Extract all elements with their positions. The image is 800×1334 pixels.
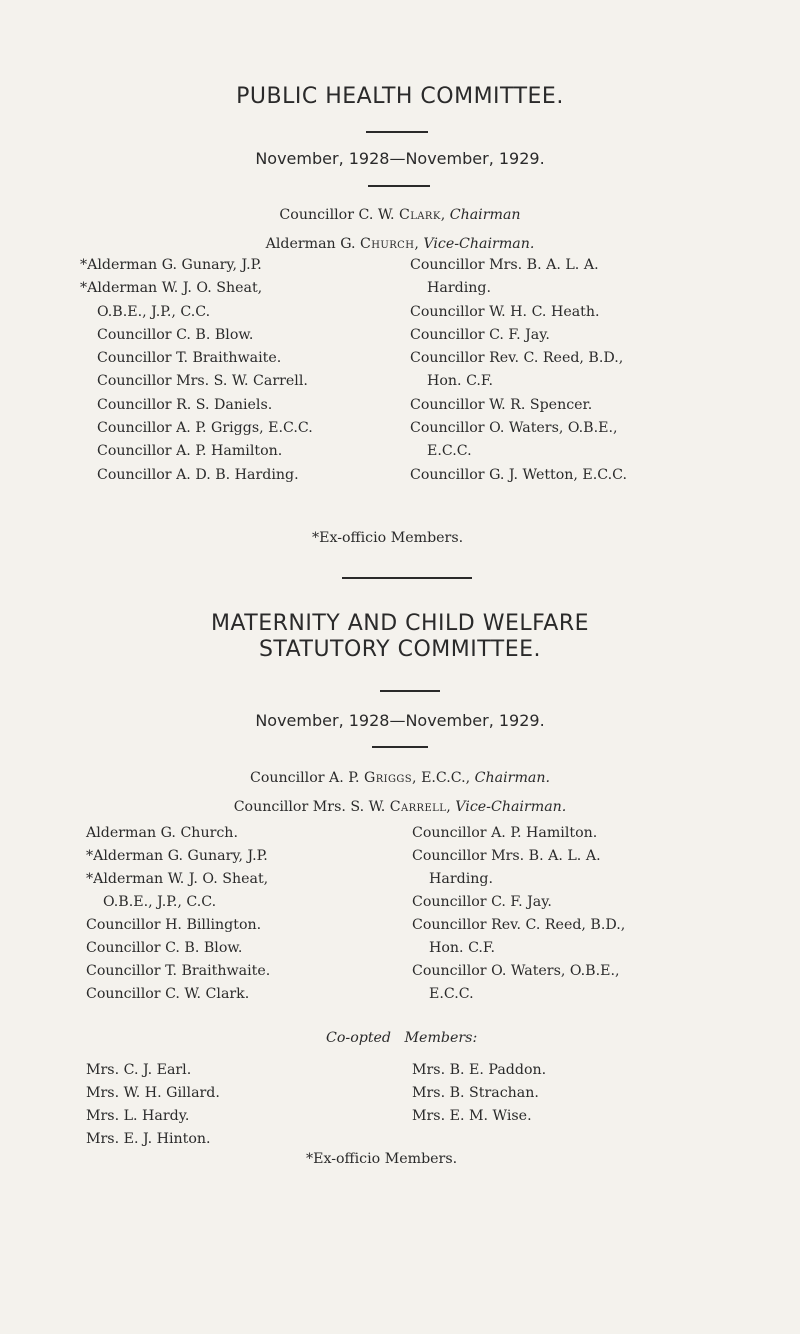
member: *Alderman W. J. O. Sheat,	[86, 871, 269, 887]
member-cont: Hon. C.F.	[429, 940, 496, 956]
member-cont: O.B.E., J.P., C.C.	[97, 303, 211, 320]
member: Mrs. B. E. Paddon.	[412, 1062, 547, 1078]
mcw-title	[0, 611, 800, 663]
phc-members-left	[80, 254, 313, 487]
coopted-label: Co-opted Members:	[326, 1030, 478, 1046]
phc-dates-rule	[368, 185, 430, 187]
member-cont: Harding.	[429, 871, 493, 887]
member: Councillor C. B. Blow.	[86, 940, 243, 956]
member: Mrs. L. Hardy.	[86, 1108, 190, 1124]
member: Councillor Rev. C. Reed, B.D.,	[410, 350, 624, 367]
mcw-dates-rule	[372, 746, 428, 748]
member-cont: Harding.	[427, 280, 491, 297]
member: Councillor Mrs. B. A. L. A.	[412, 848, 601, 864]
member-cont: O.B.E., J.P., C.C.	[103, 894, 217, 910]
member: Councillor H. Billington.	[86, 917, 262, 933]
member: Councillor A. D. B. Harding.	[97, 466, 299, 483]
member: Councillor W. R. Spencer.	[410, 396, 593, 413]
member: Councillor G. J. Wetton, E.C.C.	[410, 466, 628, 483]
member: Mrs. E. M. Wise.	[412, 1108, 532, 1124]
member: Councillor A. P. Griggs, E.C.C.	[97, 420, 313, 437]
member: Councillor C. B. Blow.	[97, 326, 254, 343]
member: Mrs. E. J. Hinton.	[86, 1131, 211, 1147]
mcw-chairman-role: Chairman.	[474, 770, 551, 786]
member: Councillor C. W. Clark.	[86, 986, 250, 1002]
member: Councillor W. H. C. Heath.	[410, 303, 600, 320]
member: Mrs. C. J. Earl.	[86, 1062, 192, 1078]
mcw-footnote: *Ex-officio Members.	[306, 1151, 458, 1167]
mcw-members-left	[86, 822, 270, 1006]
member: *Alderman W. J. O. Sheat,	[80, 280, 263, 297]
member-cont: E.C.C.	[429, 986, 474, 1002]
member: Councillor O. Waters, O.B.E.,	[412, 963, 620, 979]
member: Mrs. B. Strachan.	[412, 1085, 539, 1101]
mcw-vice-chairman-role: Vice-Chairman.	[455, 799, 567, 815]
member: Councillor Rev. C. Reed, B.D.,	[412, 917, 626, 933]
member: Councillor A. P. Hamilton.	[97, 443, 283, 460]
mcw-vice-chairman-name: Carrell	[389, 799, 447, 815]
mcw-title-line1: MATERNITY AND CHILD WELFARE	[210, 611, 590, 636]
phc-dates: November, 1928—November, 1929.	[255, 149, 545, 168]
phc-title: PUBLIC HEALTH COMMITTEE.	[236, 84, 564, 109]
member: Councillor C. F. Jay.	[412, 894, 552, 910]
phc-chairman-role: Chairman	[449, 207, 521, 223]
member: Mrs. W. H. Gillard.	[86, 1085, 220, 1101]
mcw-vice-chairman: Councillor Mrs. S. W. Carrell, Vice-Chairman.	[233, 799, 567, 815]
mcw-members-right	[412, 822, 625, 1006]
section-divider	[342, 577, 472, 579]
phc-vice-chairman-name: Church	[360, 236, 415, 252]
phc-footnote: *Ex-officio Members.	[312, 530, 464, 546]
mcw-title-line2: STATUTORY COMMITTEE.	[258, 636, 542, 662]
member: Councillor R. S. Daniels.	[97, 396, 273, 413]
member-cont: E.C.C.	[427, 443, 472, 460]
mcw-title-rule	[380, 690, 440, 692]
member: Councillor Mrs. B. A. L. A.	[410, 257, 599, 273]
mcw-dates: November, 1928—November, 1929.	[255, 711, 545, 730]
member: Councillor C. F. Jay.	[410, 326, 550, 343]
member: Councillor A. P. Hamilton.	[412, 825, 598, 841]
member: *Alderman G. Gunary, J.P.	[80, 257, 262, 273]
phc-vice-chairman: Alderman G. Church, Vice-Chairman.	[265, 236, 535, 252]
phc-title-rule	[366, 131, 428, 133]
mcw-chairman-name: Griggs	[364, 770, 413, 786]
member: Councillor T. Braithwaite.	[97, 350, 282, 367]
member: Councillor O. Waters, O.B.E.,	[410, 420, 618, 437]
phc-vice-chairman-role: Vice-Chairman.	[423, 236, 535, 252]
phc-chairman-name: Clark	[398, 207, 441, 223]
mcw-chairman: Councillor A. P. Griggs, E.C.C., Chairman.	[249, 770, 551, 786]
mcw-coopted-left	[86, 1059, 220, 1151]
mcw-coopted-right	[412, 1059, 546, 1128]
member: *Alderman G. Gunary, J.P.	[86, 848, 268, 864]
member: Alderman G. Church.	[86, 825, 238, 841]
member: Councillor T. Braithwaite.	[86, 963, 271, 979]
phc-members-right	[410, 254, 627, 487]
phc-chairman: Councillor C. W. Clark, Chairman	[279, 207, 521, 223]
member-cont: Hon. C.F.	[427, 373, 494, 390]
member: Councillor Mrs. S. W. Carrell.	[97, 373, 308, 390]
